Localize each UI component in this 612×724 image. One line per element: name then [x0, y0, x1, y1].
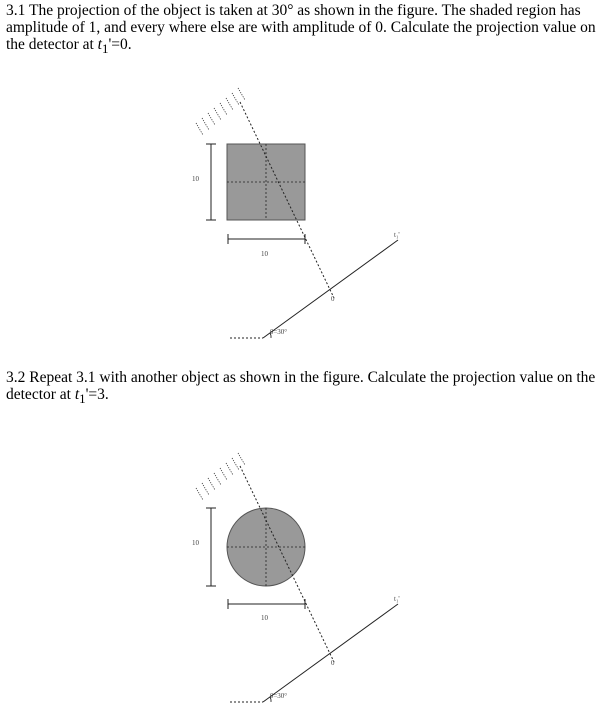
axis-label: t₁' [394, 231, 400, 239]
shaded-circle [227, 508, 305, 586]
t-subscript: 1 [79, 391, 86, 407]
origin-label: 0 [331, 659, 335, 667]
problem-3-2-text-part1: 3.2 Repeat 3.1 with another object as shown in the figure. Calculate the projection value on the detector at [6, 369, 596, 403]
angle-label: θ=30° [270, 328, 288, 336]
detector-axis [263, 240, 398, 338]
problem-3-1-text-part2: '=0. [108, 36, 132, 53]
problem-3-2-text-part2: '=3. [85, 386, 109, 403]
origin-label: 0 [331, 295, 335, 303]
projection-rays [196, 453, 245, 500]
height-label: 10 [192, 539, 199, 547]
problem-3-1-text-part1: 3.1 The projection of the object is taken at 30° as shown in the figure. The shaded region has amplitude of 1, and every where else are with amplitude of 0. Calculate the projection value on the detector at [6, 2, 596, 53]
height-dimension [206, 508, 216, 586]
angle-label: θ=30° [270, 692, 288, 700]
problem-3-2-text [6, 369, 606, 407]
t-variable: t [97, 36, 102, 53]
t-subscript: 1 [101, 41, 109, 57]
axis-label: t₁' [394, 595, 400, 603]
figure-square-projection [0, 85, 612, 360]
problem-3-1-text [6, 2, 606, 57]
height-dimension [206, 144, 216, 220]
width-dimension [228, 599, 305, 609]
width-label: 10 [261, 614, 268, 622]
height-label: 10 [192, 175, 199, 183]
figure-circle-projection [0, 450, 612, 724]
t-variable: t [74, 386, 80, 403]
detector-axis [263, 604, 398, 702]
width-dimension [228, 234, 305, 244]
width-label: 10 [261, 250, 268, 258]
projection-rays [196, 88, 245, 135]
